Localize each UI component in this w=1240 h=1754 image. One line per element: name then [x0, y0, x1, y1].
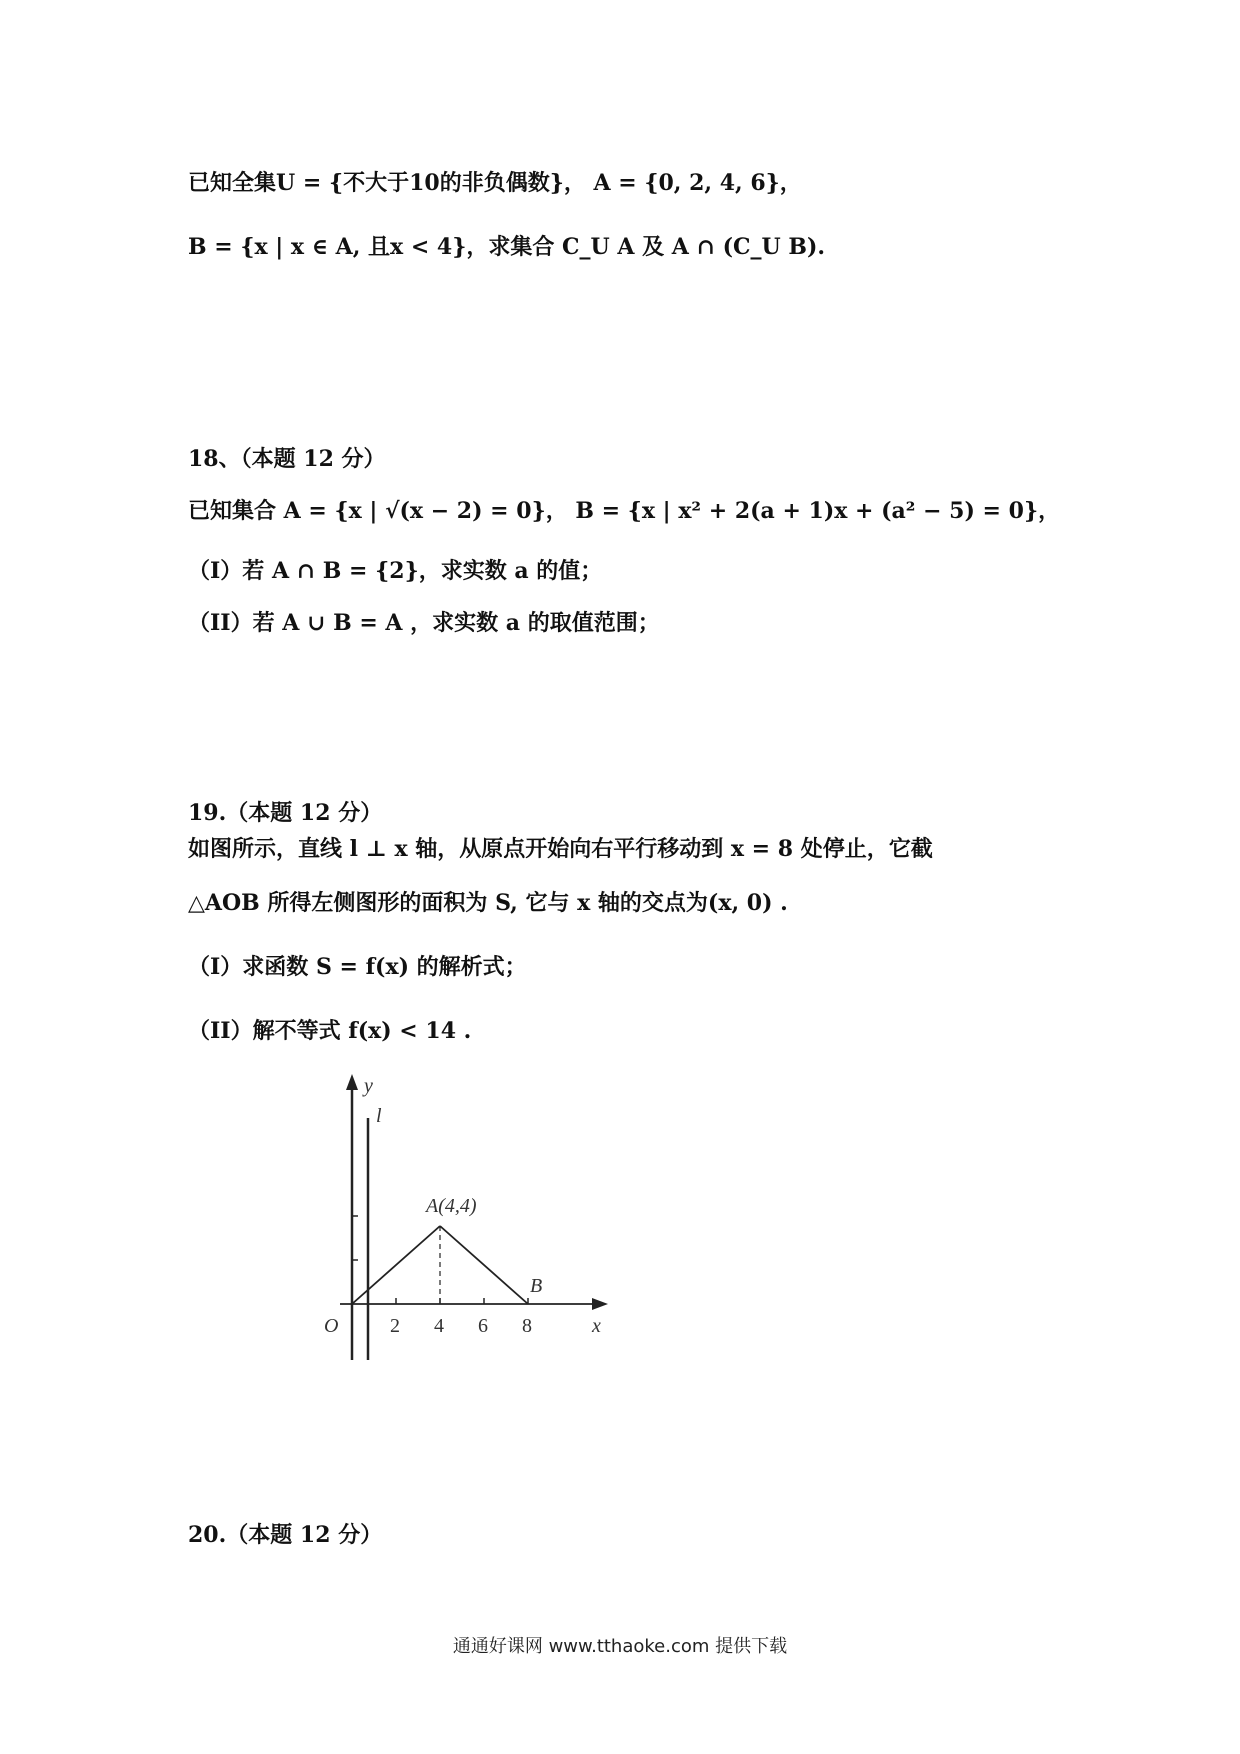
q18-line-1: 已知集合 A = {x | √(x − 2) = 0}， B = {x | x² + 2(a + 1)x + (a² − 5) = 0}， [188, 498, 1061, 524]
point-b-label: B [530, 1275, 543, 1297]
x-tick-label: 6 [478, 1315, 488, 1337]
point-a-label: A(4,4) [426, 1195, 477, 1217]
x-tick-label: 4 [434, 1315, 444, 1337]
x-axis-arrow [592, 1298, 608, 1310]
q19-line-1: 如图所示，直线 l ⊥ x 轴，从原点开始向右平行移动到 x = 8 处停止，它截 [188, 836, 933, 862]
x-tick-label: 2 [390, 1315, 400, 1337]
q18-heading: 18、（本题 12 分） [188, 446, 386, 472]
q17-line-2: B = {x | x ∈ A, 且x < 4}，求集合 C_U A 及 A ∩ (C_U B). [188, 234, 826, 260]
q19-heading: 19.（本题 12 分） [188, 800, 383, 826]
q20-heading: 20.（本题 12 分） [188, 1522, 383, 1548]
q17-line-1: 已知全集U = {不大于10的非负偶数}， A = {0, 2, 4, 6}， [188, 170, 802, 196]
y-axis-arrow [346, 1074, 358, 1090]
triangle-diagram [310, 1070, 620, 1370]
q18-part-2: （II）若 A ∪ B = A ，求实数 a 的取值范围； [188, 610, 660, 636]
segment-ab [440, 1226, 528, 1304]
origin-label: O [324, 1315, 339, 1337]
q18-part-1: （I）若 A ∩ B = {2}，求实数 a 的值； [188, 558, 603, 584]
q19-part-1: （I）求函数 S = f(x) 的解析式； [188, 954, 527, 980]
page-footer: 通通好课网 www.tthaoke.com 提供下载 [452, 1636, 788, 1657]
q19-figure [310, 1070, 620, 1374]
line-l-label: l [376, 1105, 382, 1127]
x-axis-label: x [592, 1315, 601, 1337]
q19-part-2: （II）解不等式 f(x) < 14 . [188, 1018, 472, 1044]
y-axis-label: y [364, 1075, 373, 1097]
q19-line-2: △AOB 所得左侧图形的面积为 S, 它与 x 轴的交点为(x, 0) . [188, 890, 788, 916]
x-tick-label: 8 [522, 1315, 532, 1337]
segment-oa [352, 1226, 440, 1304]
